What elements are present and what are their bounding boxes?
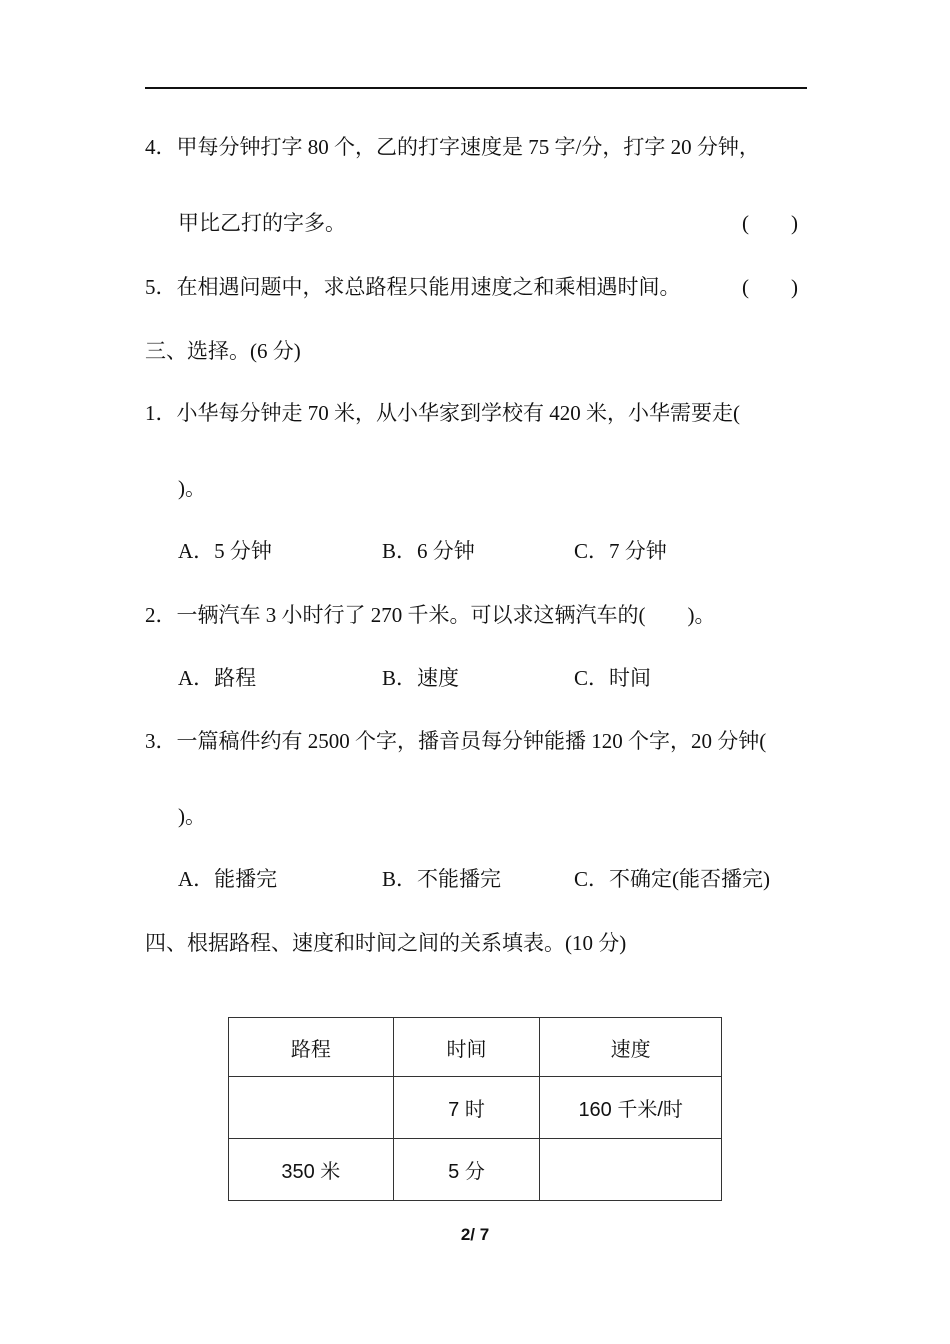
header-speed: 速度	[540, 1018, 722, 1077]
choice-2-option-b: B．速度	[382, 666, 460, 690]
choice-2-option-a: A．路程	[178, 666, 257, 690]
cell-speed: 160 千米/时	[540, 1077, 722, 1139]
cell-time: 5 分	[393, 1139, 540, 1201]
top-rule	[145, 87, 807, 89]
question-5-answer-paren: ( )	[742, 275, 798, 299]
section-4-heading: 四、根据路程、速度和时间之间的关系填表。(10 分)	[145, 931, 627, 955]
header-distance: 路程	[229, 1018, 394, 1077]
choice-2: 2．一辆汽车 3 小时行了 270 千米。可以求这辆汽车的( )。	[145, 603, 716, 627]
table-row	[229, 1139, 722, 1201]
choice-3-option-c: C．不确定(能否播完)	[574, 867, 770, 891]
table-row	[229, 1077, 722, 1139]
choice-1-option-c: C．7 分钟	[574, 539, 667, 563]
choice-3-option-b: B．不能播完	[382, 867, 502, 891]
cell-time: 7 时	[393, 1077, 540, 1139]
choice-1-option-b: B．6 分钟	[382, 539, 475, 563]
cell-distance-blank	[229, 1077, 394, 1139]
table-header-row	[229, 1018, 722, 1077]
choice-1-option-a: A．5 分钟	[178, 539, 272, 563]
cell-distance: 350 米	[229, 1139, 394, 1201]
section-3-heading: 三、选择。(6 分)	[145, 339, 301, 363]
question-4-answer-paren: ( )	[742, 211, 798, 235]
distance-speed-time-table	[228, 1017, 722, 1201]
question-5: 5．在相遇问题中，求总路程只能用速度之和乘相遇时间。	[145, 275, 681, 299]
choice-2-option-c: C．时间	[574, 666, 652, 690]
header-time: 时间	[393, 1018, 540, 1077]
choice-3-line-1: 3．一篇稿件约有 2500 个字，播音员每分钟能播 120 个字，20 分钟(	[145, 729, 767, 753]
choice-3-option-a: A．能播完	[178, 867, 278, 891]
choice-1-line-2: )。	[178, 476, 206, 500]
question-4-line-1: 4．甲每分钟打字 80 个，乙的打字速度是 75 字/分，打字 20 分钟，	[145, 135, 760, 159]
cell-speed-blank	[540, 1139, 722, 1201]
choice-3-line-2: )。	[178, 804, 206, 828]
question-4-line-2: 甲比乙打的字多。	[178, 211, 346, 235]
page-number: 2/ 7	[460, 1225, 490, 1244]
choice-1-line-1: 1．小华每分钟走 70 米，从小华家到学校有 420 米，小华需要走(	[145, 401, 740, 425]
